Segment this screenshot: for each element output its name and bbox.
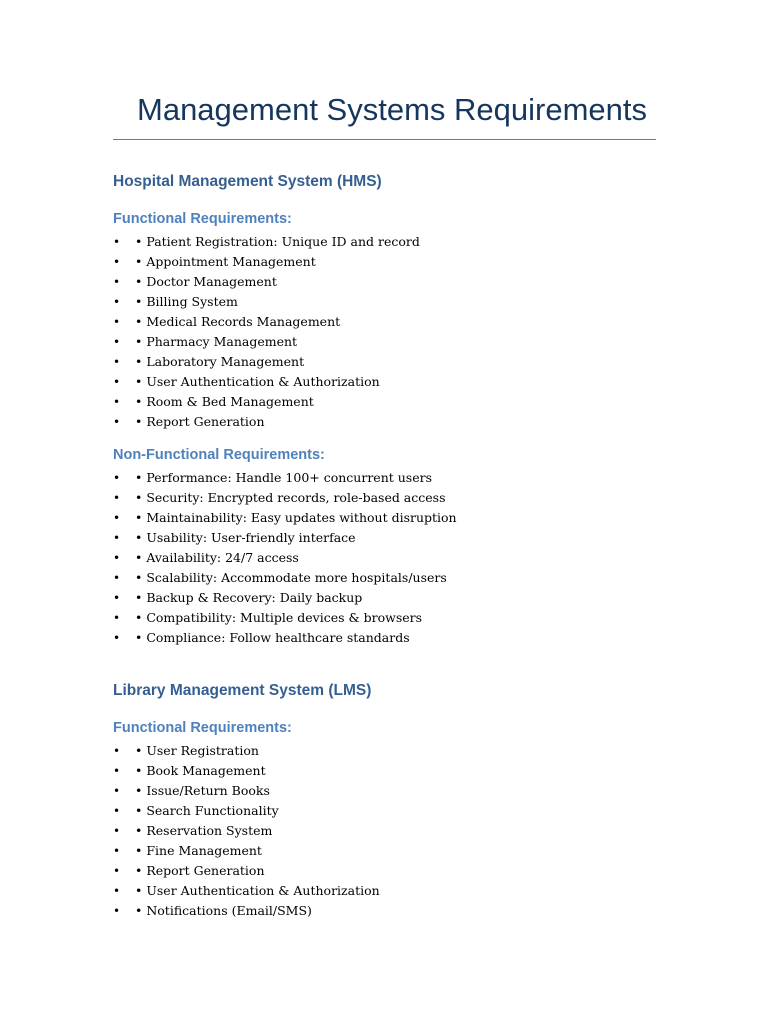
- bullet-marker: •: [113, 631, 121, 645]
- requirement-text: • Compliance: Follow healthcare standards: [135, 630, 410, 645]
- section-heading-hms: Hospital Management System (HMS): [113, 173, 382, 190]
- requirement-text: • User Authentication & Authorization: [135, 883, 380, 898]
- requirement-text: • Pharmacy Management: [135, 334, 298, 349]
- hms-functional-heading: Functional Requirements:: [113, 211, 292, 227]
- bullet-marker: •: [113, 491, 121, 505]
- requirement-text: • Maintainability: Easy updates without disruption: [135, 510, 457, 525]
- bullet-marker: •: [113, 235, 121, 249]
- requirement-text: • Search Functionality: [135, 803, 279, 818]
- bullet-marker: •: [113, 335, 121, 349]
- requirement-text: • Patient Registration: Unique ID and record: [135, 234, 420, 249]
- bullet-marker: •: [113, 611, 121, 625]
- bullet-marker: •: [113, 531, 121, 545]
- bullet-marker: •: [113, 315, 121, 329]
- bullet-marker: •: [113, 824, 121, 838]
- requirement-text: • Backup & Recovery: Daily backup: [135, 590, 363, 605]
- lms-functional-heading: Functional Requirements:: [113, 720, 292, 736]
- requirement-text: • Book Management: [135, 763, 266, 778]
- bullet-marker: •: [113, 551, 121, 565]
- requirement-text: • User Registration: [135, 743, 259, 758]
- requirement-text: • Room & Bed Management: [135, 394, 314, 409]
- bullet-marker: •: [113, 395, 121, 409]
- requirement-text: • Report Generation: [135, 414, 265, 429]
- requirement-text: • Notifications (Email/SMS): [135, 903, 312, 918]
- requirement-text: • Fine Management: [135, 843, 262, 858]
- hms-non-functional-heading: Non-Functional Requirements:: [113, 447, 325, 463]
- bullet-marker: •: [113, 355, 121, 369]
- requirement-text: • Issue/Return Books: [135, 783, 270, 798]
- bullet-marker: •: [113, 295, 121, 309]
- bullet-marker: •: [113, 511, 121, 525]
- requirement-text: • Compatibility: Multiple devices & browsers: [135, 610, 423, 625]
- bullet-marker: •: [113, 864, 121, 878]
- bullet-marker: •: [113, 571, 121, 585]
- bullet-marker: •: [113, 415, 121, 429]
- section-heading-lms: Library Management System (LMS): [113, 682, 372, 699]
- bullet-marker: •: [113, 471, 121, 485]
- requirement-text: • Appointment Management: [135, 254, 316, 269]
- bullet-marker: •: [113, 764, 121, 778]
- title-underline: [113, 139, 656, 140]
- page-title: Management Systems Requirements: [137, 92, 648, 127]
- bullet-marker: •: [113, 784, 121, 798]
- requirement-text: • Usability: User-friendly interface: [135, 530, 356, 545]
- bullet-marker: •: [113, 844, 121, 858]
- requirement-text: • Report Generation: [135, 863, 265, 878]
- requirement-text: • Billing System: [135, 294, 238, 309]
- bullet-marker: •: [113, 904, 121, 918]
- requirement-text: • Medical Records Management: [135, 314, 341, 329]
- requirement-text: • Doctor Management: [135, 274, 277, 289]
- bullet-marker: •: [113, 744, 121, 758]
- requirement-text: • User Authentication & Authorization: [135, 374, 380, 389]
- requirement-text: • Reservation System: [135, 823, 273, 838]
- requirement-text: • Security: Encrypted records, role-based access: [135, 490, 446, 505]
- bullet-marker: •: [113, 255, 121, 269]
- bullet-marker: •: [113, 884, 121, 898]
- bullet-marker: •: [113, 591, 121, 605]
- requirement-text: • Laboratory Management: [135, 354, 305, 369]
- bullet-marker: •: [113, 375, 121, 389]
- requirement-text: • Scalability: Accommodate more hospitals/users: [135, 570, 447, 585]
- requirement-text: • Availability: 24/7 access: [135, 550, 299, 565]
- bullet-marker: •: [113, 804, 121, 818]
- bullet-marker: •: [113, 275, 121, 289]
- requirement-text: • Performance: Handle 100+ concurrent users: [135, 470, 432, 485]
